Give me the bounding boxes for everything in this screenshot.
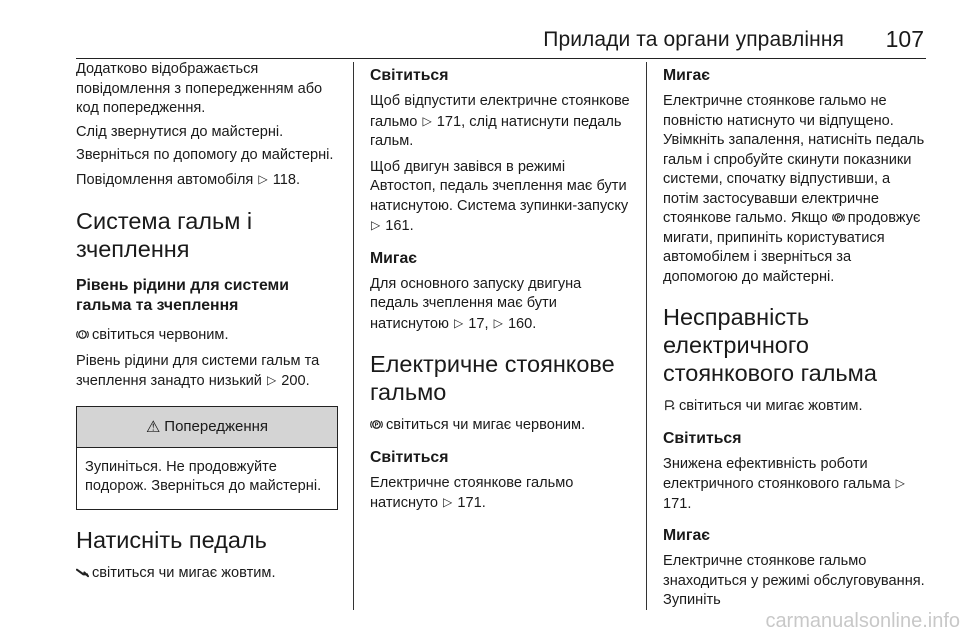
paragraph: Для основного запуску двигуна педаль зчеплення має бути натиснутою ▷ 17, ▷ 160.	[370, 275, 582, 332]
page-reference[interactable]: 200.	[281, 373, 310, 389]
page-reference[interactable]: 118.	[272, 171, 301, 188]
column-left	[76, 60, 338, 583]
press-pedal-icon	[76, 566, 89, 579]
paragraph-text: Рівень рідини для системи гальм та зчеплення занадто низький	[76, 352, 320, 389]
subsection-heading: Світиться	[663, 429, 742, 447]
parking-brake-icon	[832, 211, 845, 224]
brake-fluid-icon	[76, 328, 89, 341]
paragraph	[76, 352, 338, 392]
ref-arrow-icon: ▷	[422, 113, 432, 128]
paragraph-text: Повідомлення автомобіля	[76, 171, 254, 188]
subsection-heading: Рівень рідини для системи гальма та зчеплення	[76, 277, 289, 314]
paragraph	[76, 170, 338, 191]
ref-arrow-icon: ▷	[895, 476, 905, 490]
parking-brake-fault-icon	[663, 399, 676, 412]
ref-arrow-icon: ▷	[454, 315, 464, 330]
paragraph-text: Знижена ефективність роботи електричного стоянкового гальма	[663, 455, 891, 492]
page-reference[interactable]: 17	[468, 315, 485, 332]
column-divider-2	[646, 62, 647, 610]
section-heading: Електричне стоянкове гальмо	[370, 351, 615, 405]
paragraph	[370, 92, 632, 152]
ref-arrow-icon: ▷	[266, 373, 277, 387]
paragraph-text: Електричне стоянкове гальмо натиснуто	[370, 474, 574, 511]
paragraph: Електричне стоянкове гальмо знаходиться у режимі обслуговування. Зупиніть	[663, 553, 925, 608]
paragraph-text: продовжує мигати, припиніть користуватися автомобілем і зверніться за допомогою до майстерні.	[663, 210, 921, 285]
page-reference[interactable]: 171	[436, 113, 462, 130]
paragraph-text: світиться чи мигає жовтим.	[679, 398, 863, 414]
parking-brake-icon	[370, 418, 383, 431]
paragraph	[663, 455, 927, 515]
section-heading: Система гальм і зчеплення	[76, 208, 253, 262]
paragraph: Додатково відображається повідомлення з попередженням або код попередження.	[76, 61, 323, 116]
watermark-text: carmanualsonline.info	[765, 610, 960, 632]
paragraph	[370, 474, 632, 514]
warning-box	[76, 406, 338, 510]
paragraph	[370, 416, 632, 436]
paragraph-text: Для основного запуску двигуна педаль зчеплення має бути натиснутою	[370, 275, 582, 332]
paragraph-text: світиться чи мигає жовтим.	[92, 564, 276, 581]
ref-arrow-icon: ▷	[258, 171, 268, 186]
page-reference[interactable]: 161.	[385, 218, 414, 234]
paragraph	[76, 564, 338, 584]
svg-text:P: P	[374, 422, 379, 429]
svg-text:P: P	[836, 215, 841, 222]
paragraph: Зверніться по допомогу до майстерні.	[76, 147, 334, 163]
subsection-heading: Світиться	[370, 67, 449, 84]
paragraph	[76, 326, 338, 346]
page-title: Прилади та органи управління	[543, 28, 844, 51]
subsection-heading: Світиться	[370, 448, 449, 466]
warning-triangle-icon: ⚠	[145, 418, 161, 436]
ref-arrow-icon: ▷	[493, 315, 503, 330]
subsection-heading: Мигає	[370, 249, 417, 267]
column-middle	[370, 60, 632, 514]
page-header	[76, 24, 926, 59]
paragraph: Слід звернутися до майстерні.	[76, 123, 284, 140]
paragraph-text: Щоб відпустити електричне стоянкове гальмо	[370, 93, 630, 130]
page-reference[interactable]: 171.	[457, 495, 486, 511]
paragraph	[663, 92, 927, 287]
page-number: 107	[885, 26, 924, 52]
section-heading: Натисніть педаль	[76, 526, 267, 553]
paragraph-text: світиться чи мигає червоним.	[386, 417, 586, 433]
ref-arrow-icon: ▷	[443, 495, 453, 509]
page-reference[interactable]: 160.	[507, 315, 537, 332]
column-divider-1	[353, 62, 354, 610]
paragraph	[370, 158, 632, 237]
warning-header	[77, 407, 337, 448]
column-right	[663, 60, 927, 611]
warning-body: Зупиніться. Не продовжуйте подорож. Зверніться до майстерні.	[85, 458, 322, 494]
paragraph	[663, 397, 927, 417]
paragraph-text: світиться червоним.	[92, 327, 229, 343]
paragraph-text: Електричне стоянкове гальмо не повністю натиснуто чи відпущено. Увімкніть запалення, натисніть педаль гальм і спробуйте скинути показники системи, спочатку відпустивши, а потім застосувавши електричне стоянкове гальмо. Якщо	[663, 93, 925, 226]
svg-text:!: !	[81, 332, 84, 339]
paragraph-text: , слід натиснути педаль гальм.	[370, 113, 622, 149]
page-reference[interactable]: 171.	[663, 495, 692, 512]
ref-arrow-icon: ▷	[371, 218, 381, 232]
warning-title: Попередження	[164, 418, 269, 435]
paragraph-text: Щоб двигун завівся в режимі Автостоп, педаль зчеплення має бути натиснутою. Система зупинки-запуску	[370, 158, 629, 214]
subsection-heading: Мигає	[663, 67, 710, 84]
section-heading: Несправність електричного стоянкового гальма	[663, 304, 877, 386]
subsection-heading: Мигає	[663, 527, 710, 544]
